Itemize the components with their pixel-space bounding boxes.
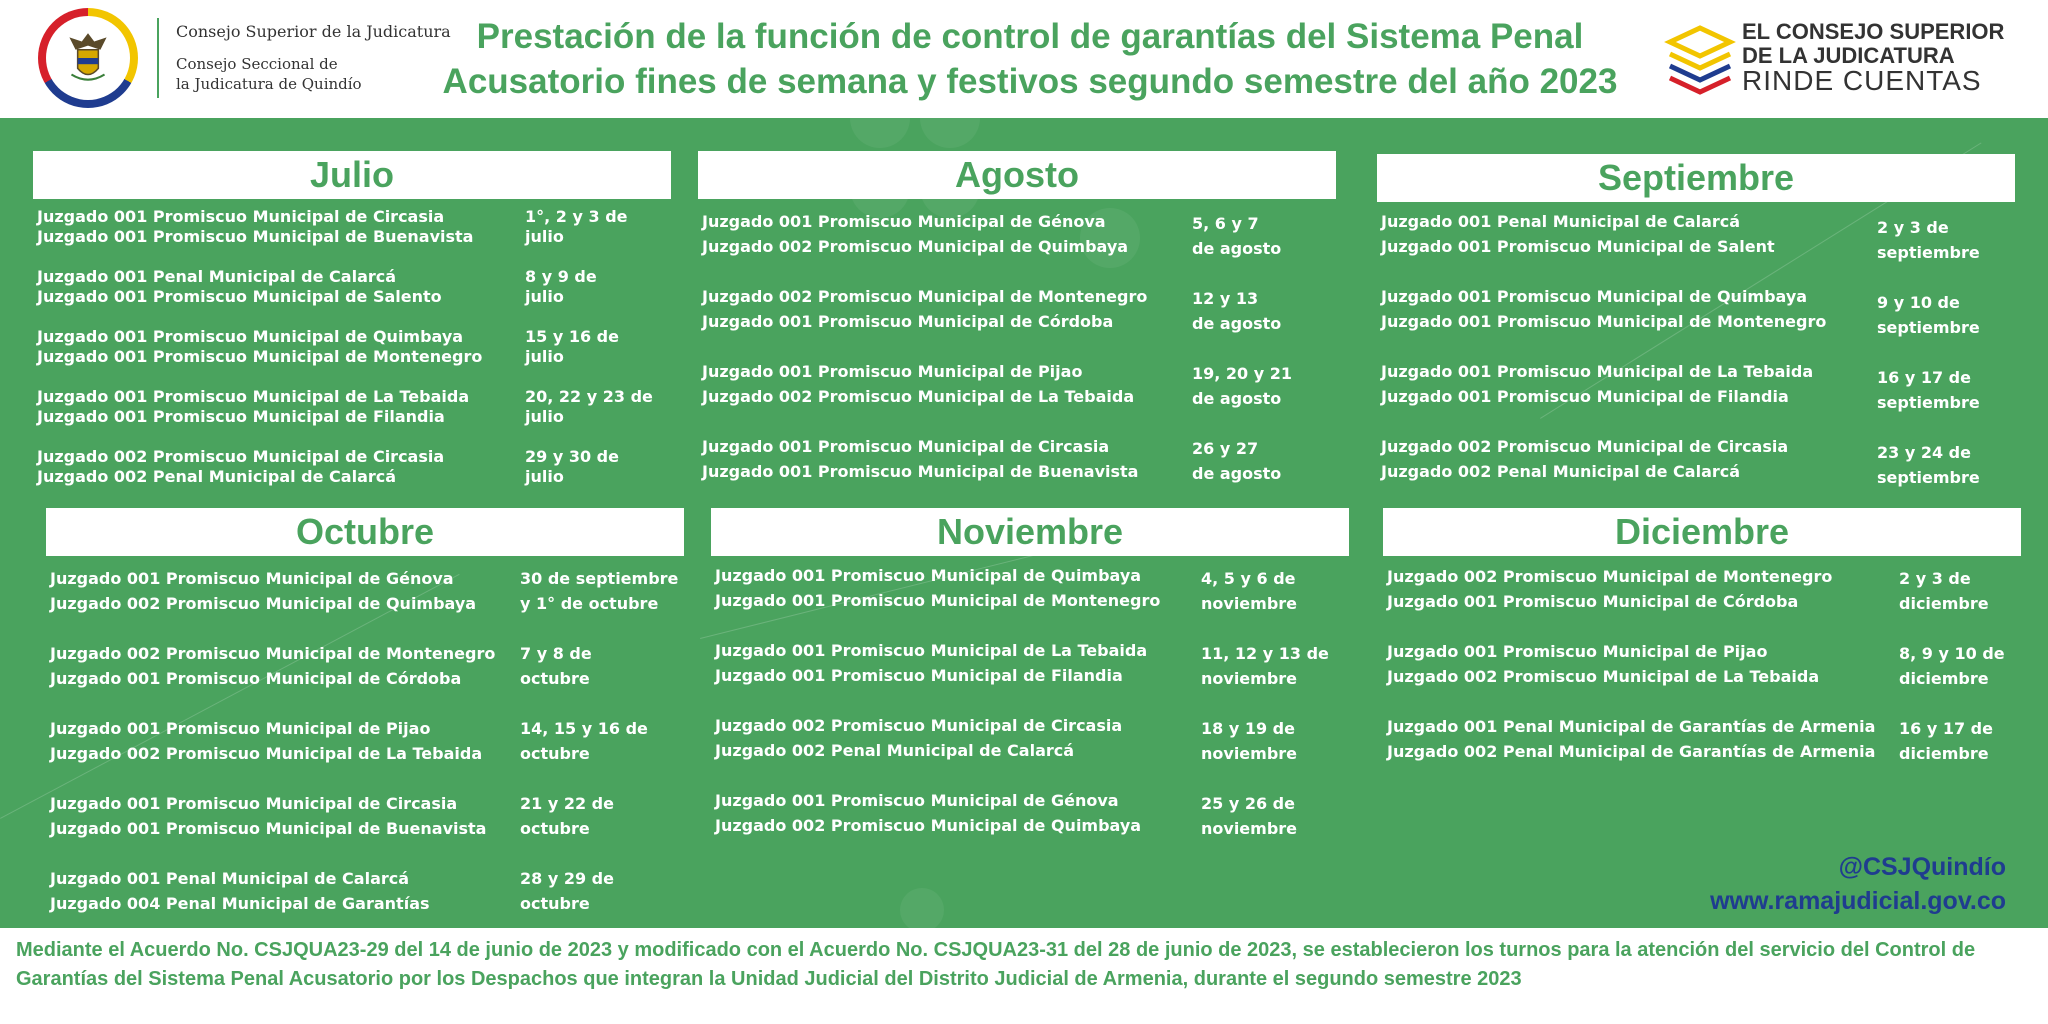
court-names [50,866,430,916]
dates [525,267,597,307]
rinde-cuentas-logo-icon [1662,20,1738,96]
court-name: Juzgado 002 Promiscuo Municipal de La Tebaida [1387,667,1820,686]
court-names [715,713,1122,763]
court-name: Juzgado 001 Promiscuo Municipal de Pijao [1387,642,1768,661]
date-line: 30 de septiembre [520,569,679,588]
court-name: Juzgado 001 Promiscuo Municipal de Circasia [50,794,458,813]
court-name: Juzgado 001 Promiscuo Municipal de Buenavista [702,462,1139,481]
court-names [1381,284,1826,334]
twitter-handle[interactable]: @CSJQuindío [1838,853,2006,881]
court-name: Juzgado 002 Penal Municipal de Calarcá [1381,462,1741,481]
date-line: noviembre [1201,594,1298,613]
dates [1899,566,1989,616]
court-name: Juzgado 002 Promiscuo Municipal de Montenegro [50,644,496,663]
dates [520,866,614,916]
date-line: 12 y 13 [1192,289,1259,308]
date-line: 18 y 19 de [1201,719,1295,738]
dates [1877,365,1980,415]
org-subname [176,54,362,94]
court-name: Juzgado 002 Promiscuo Municipal de Quimbaya [50,594,477,613]
court-name: Juzgado 001 Penal Municipal de Calarcá [1381,212,1741,231]
date-line: 8 y 9 de [525,267,597,286]
date-line: julio [525,347,564,366]
court-name: Juzgado 001 Promiscuo Municipal de Pijao [50,719,431,738]
date-line: 16 y 17 de [1877,368,1971,387]
footer-note: Mediante el Acuerdo No. CSJQUA23-29 del 14 de junio de 2023 y modificado con el Acuerdo No. CSJQUA23-31 del 28 de junio de 2023, se establecieron los turnos para la atención del servicio del Control de Garantías del Sistema Penal Acusatorio por los Despachos que integran la Unidad Judicial del Distrito Judicial de Armenia, durante el segundo semestre 2023 [0,928,2048,1024]
date-line: 25 y 26 de [1201,794,1295,813]
coat-of-arms-logo [38,8,138,108]
date-line: 7 y 8 de [520,644,592,663]
court-names [37,267,442,307]
date-line: 2 y 3 de [1899,569,1971,588]
dates [1192,211,1281,261]
title-line2: Acusatorio fines de semana y festivos segundo semestre del año 2023 [442,62,1618,101]
date-line: 26 y 27 [1192,439,1259,458]
dates [525,447,619,487]
org-subname-line1: Consejo Seccional de [176,55,338,73]
dates [525,387,653,427]
date-line: 1°, 2 y 3 de [525,207,628,226]
court-names [1381,359,1813,409]
date-line: julio [525,287,564,306]
schedule-panel [0,118,2048,928]
date-line: 23 y 24 de [1877,443,1971,462]
court-name: Juzgado 002 Penal Municipal de Calarcá [715,741,1075,760]
court-name: Juzgado 001 Promiscuo Municipal de La Tebaida [1381,362,1814,381]
month-title: Agosto [698,151,1336,199]
court-name: Juzgado 001 Penal Municipal de Calarcá [37,267,397,286]
dates [525,207,628,247]
court-names [37,387,469,427]
date-line: de agosto [1192,239,1282,258]
date-line: y 1° de octubre [520,594,659,613]
title-line1: Prestación de la función de control de garantías del Sistema Penal [476,17,1584,56]
decorative-bubble [850,118,910,148]
date-line: 5, 6 y 7 [1192,214,1259,233]
dates [1192,436,1281,486]
date-line: 29 y 30 de [525,447,619,466]
court-names [50,566,476,616]
court-name: Juzgado 001 Penal Municipal de Garantías de Armenia [1387,717,1876,736]
court-name: Juzgado 001 Penal Municipal de Calarcá [50,869,410,888]
date-line: septiembre [1877,393,1980,412]
court-names [37,447,444,487]
logo-text-line2: DE LA JUDICATURA [1742,43,1955,68]
date-line: 19, 20 y 21 [1192,364,1293,383]
court-name: Juzgado 002 Promiscuo Municipal de Circasia [1381,437,1789,456]
header [0,0,2048,118]
court-name: Juzgado 002 Promiscuo Municipal de La Tebaida [702,387,1135,406]
org-subname-line2: la Judicatura de Quindío [176,75,362,93]
court-name: Juzgado 002 Promiscuo Municipal de Circasia [715,716,1123,735]
court-names [715,563,1160,613]
court-name: Juzgado 001 Promiscuo Municipal de Córdoba [702,312,1114,331]
page-title [430,14,1630,104]
court-names [715,788,1141,838]
court-names [702,209,1128,259]
court-name: Juzgado 001 Promiscuo Municipal de Montenegro [1381,312,1827,331]
month-title: Septiembre [1377,154,2015,202]
court-name: Juzgado 001 Promiscuo Municipal de Córdoba [50,669,462,688]
court-names [702,434,1138,484]
court-name: Juzgado 002 Promiscuo Municipal de La Tebaida [50,744,483,763]
dates [1201,716,1297,766]
date-line: julio [525,407,564,426]
court-names [1381,434,1788,484]
court-names [1387,639,1819,689]
court-names [1381,209,1775,259]
dates [1201,566,1297,616]
court-name: Juzgado 001 Promiscuo Municipal de La Tebaida [715,641,1148,660]
date-line: julio [525,467,564,486]
court-name: Juzgado 001 Promiscuo Municipal de Salent [1381,237,1775,256]
date-line: 11, 12 y 13 de [1201,644,1329,663]
court-names [715,638,1147,688]
date-line: diciembre [1899,594,1989,613]
court-name: Juzgado 001 Promiscuo Municipal de Génova [50,569,454,588]
date-line: noviembre [1201,669,1298,688]
date-line: septiembre [1877,318,1980,337]
month-title: Diciembre [1383,508,2021,556]
court-name: Juzgado 001 Promiscuo Municipal de Quimbaya [1381,287,1808,306]
date-line: octubre [520,669,590,688]
court-name: Juzgado 002 Promiscuo Municipal de Circasia [37,447,445,466]
date-line: noviembre [1201,819,1298,838]
court-name: Juzgado 002 Penal Municipal de Garantías de Armenia [1387,742,1876,761]
date-line: 20, 22 y 23 de [525,387,653,406]
date-line: de agosto [1192,389,1282,408]
court-names [50,791,486,841]
court-name: Juzgado 001 Promiscuo Municipal de Filandia [715,666,1123,685]
date-line: 4, 5 y 6 de [1201,569,1296,588]
date-line: 16 y 17 de [1899,719,1993,738]
logo-text-line3: RINDE CUENTAS [1742,65,1982,96]
court-name: Juzgado 002 Promiscuo Municipal de Montenegro [702,287,1148,306]
month-title: Julio [33,151,671,199]
date-line: noviembre [1201,744,1298,763]
date-line: septiembre [1877,468,1980,487]
court-name: Juzgado 001 Promiscuo Municipal de Montenegro [715,591,1161,610]
dates [520,641,592,691]
court-name: Juzgado 002 Promiscuo Municipal de Quimbaya [702,237,1129,256]
dates [1877,440,1980,490]
date-line: 8, 9 y 10 de [1899,644,2005,663]
dates [1877,290,1980,340]
date-line: de agosto [1192,464,1282,483]
date-line: julio [525,227,564,246]
court-name: Juzgado 001 Promiscuo Municipal de Pijao [702,362,1083,381]
court-name: Juzgado 001 Promiscuo Municipal de Quimbaya [715,566,1142,585]
dates [520,566,678,616]
court-names [702,284,1147,334]
condor-shield-icon [57,27,119,89]
date-line: octubre [520,819,590,838]
date-line: de agosto [1192,314,1282,333]
court-name: Juzgado 001 Promiscuo Municipal de Buenavista [37,227,474,246]
court-names [50,716,482,766]
court-name: Juzgado 001 Promiscuo Municipal de Génova [702,212,1106,231]
date-line: diciembre [1899,669,1989,688]
date-line: 21 y 22 de [520,794,614,813]
dates [1192,286,1281,336]
date-line: octubre [520,894,590,913]
dates [1192,361,1292,411]
court-name: Juzgado 001 Promiscuo Municipal de Montenegro [37,347,483,366]
dates [520,716,648,766]
month-title: Octubre [46,508,684,556]
court-names [1387,564,1832,614]
court-names [702,359,1134,409]
court-names [37,207,473,247]
court-name: Juzgado 001 Promiscuo Municipal de Salento [37,287,442,306]
date-line: 2 y 3 de [1877,218,1949,237]
decorative-bubble [920,118,980,148]
dates [1201,641,1329,691]
dates [1899,716,1993,766]
court-name: Juzgado 001 Promiscuo Municipal de Génova [715,791,1119,810]
date-line: 28 y 29 de [520,869,614,888]
logo-text-line1: EL CONSEJO SUPERIOR [1742,19,2005,44]
court-name: Juzgado 001 Promiscuo Municipal de La Tebaida [37,387,470,406]
court-name: Juzgado 001 Promiscuo Municipal de Filandia [1381,387,1789,406]
court-names [37,327,482,367]
date-line: diciembre [1899,744,1989,763]
court-name: Juzgado 001 Promiscuo Municipal de Filandia [37,407,445,426]
court-name: Juzgado 001 Promiscuo Municipal de Circasia [37,207,445,226]
dates [1201,791,1297,841]
website-link[interactable]: www.ramajudicial.gov.co [1710,887,2006,915]
court-names [50,641,495,691]
court-name: Juzgado 004 Penal Municipal de Garantías [50,894,430,913]
court-name: Juzgado 002 Penal Municipal de Calarcá [37,467,397,486]
date-line: octubre [520,744,590,763]
court-name: Juzgado 001 Promiscuo Municipal de Quimbaya [37,327,464,346]
court-name: Juzgado 001 Promiscuo Municipal de Córdoba [1387,592,1799,611]
court-names [1387,714,1875,764]
month-title: Noviembre [711,508,1349,556]
header-divider [157,18,159,98]
decorative-bubble [900,888,944,928]
date-line: 14, 15 y 16 de [520,719,648,738]
dates [1899,641,2005,691]
date-line: septiembre [1877,243,1980,262]
date-line: 9 y 10 de [1877,293,1960,312]
dates [520,791,614,841]
date-line: 15 y 16 de [525,327,619,346]
social-links [1710,850,2006,918]
dates [525,327,619,367]
dates [1877,215,1980,265]
court-name: Juzgado 001 Promiscuo Municipal de Buenavista [50,819,487,838]
court-name: Juzgado 001 Promiscuo Municipal de Circasia [702,437,1110,456]
court-name: Juzgado 002 Promiscuo Municipal de Quimbaya [715,816,1142,835]
court-name: Juzgado 002 Promiscuo Municipal de Montenegro [1387,567,1833,586]
org-name: Consejo Superior de la Judicatura [176,22,451,41]
